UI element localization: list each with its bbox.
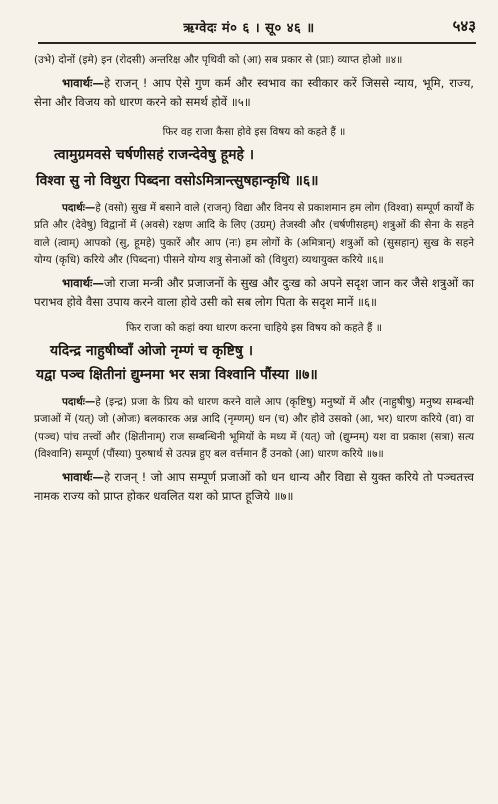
topic-intro-6: फिर वह राजा कैसा होवे इस विषय को कहते हैं ॥ [162, 125, 346, 138]
bhavartha-6 [34, 274, 474, 312]
mantra-line: विश्वा सु नो विथुरा पिब्दना वसोऽमित्रान्त्सुषहान्कृधि ॥६॥ [36, 172, 319, 189]
padartha-text: हे (वसो) सुख में बसाने वाले (राजन्) विद्या और विनय से प्रकाशमान हम लोग (विश्वा) सम्पूर्ण कार्यों के प्रति और (देवेषु) विद्वानों में (अवसे) रक्षण आदि के लिए (उग्रम्) तेजस्वी और (चर्षणीसहम्) शत्रुओं की सेना के सहने वाले (त्वाम्) आपको (सु, हूमहे) पुकारें और आप (नः) हम लोगों के (अमित्रान्) शत्रुओं को (सुसहान्) सुख के सहने योग्य (कृधि) करिये और (पिब्दना) पीसने योग्य शत्रु सेनाओं को (विथुरा) व्यथायुक्त करिये ॥६॥ [34, 201, 474, 266]
bhavartha-label: भावार्थः— [62, 469, 104, 484]
padartha-6 [34, 200, 474, 270]
header-rule [38, 42, 476, 44]
bhavartha-7 [34, 468, 474, 506]
bhavartha-text: जो राजा मन्त्री और प्रजाजनों के सुख और दुःख को अपने सदृश जान कर जैसे शत्रुओं का पराभव होवे वैसा उपाय करने वाला होवे उसी को सब लोग पिता के सदृश मानें ॥६॥ [34, 275, 474, 309]
page-body [34, 52, 474, 506]
padartha-label: पदार्थः— [62, 395, 96, 408]
padartha-7 [34, 394, 474, 464]
page-number: ५४३ [452, 17, 476, 35]
bhavartha-label: भावार्थः— [62, 275, 104, 290]
mantra-line: यदिन्द्र नाहुषीष्वाँ ओजो नृम्णं च कृष्टिषु । [50, 342, 254, 359]
bhavartha-text: हे राजन् ! जो आप सम्पूर्ण प्रजाओं को धन धान्य और विद्या से युक्त करिये तो पञ्चतत्त्व नामक राज्य को प्राप्त होकर धवलित यश को प्राप्त हूजिये ॥७॥ [34, 469, 474, 503]
bhavartha-label: भावार्थः— [62, 75, 104, 90]
padartha-label: पदार्थः— [62, 201, 96, 214]
padartha-continuation: (उभे) दोनों (इमे) इन (रोदसी) अन्तरिक्ष और पृथिवी को (आ) सब प्रकार से (प्राः) व्याप्त होओ ॥४॥ [34, 54, 403, 66]
mantra-7 [34, 341, 474, 386]
padartha-text: हे (इन्द्र) प्रजा के प्रिय को धारण करने वाले आप (कृष्टिषु) मनुष्यों में और (नाहुषीषु) मनुष्य सम्बन्धी प्रजाओं में (यत्) जो (ओजः) बलकारक अन्न आदि (नृम्णम्) धन (च) और होवे उसको (आ, भर) धारण करिये (वा) वा (पञ्च) पांच तत्त्वों और (क्षितीनाम्) राज सम्बन्धिनी भूमियों के मध्य में (यत्) जो (द्युम्नम्) यश वा प्रकाश (सत्रा) सत्य (विश्वानि) सम्पूर्ण (पौंस्या) पुरुषार्थ से उत्पन्न हुए बल वर्त्तमान हैं उनको (आ) धारण करिये ॥७॥ [34, 395, 474, 460]
topic-intro-7: फिर राजा को कहां क्या धारण करना चाहिये इस विषय को कहते हैं ॥ [126, 321, 382, 334]
header-title: ऋग्वेदः मं० ६ । सू० ४६ ॥ [183, 21, 315, 36]
bhavartha-5 [34, 74, 474, 112]
mantra-line: यद्वा पञ्च क्षितीनां द्युम्नमा भर सत्रा विश्वानि पौंस्या ॥७॥ [36, 366, 318, 383]
mantra-line: त्वामुग्रमवसे चर्षणीसहं राजन्देवेषु हूमहे । [54, 146, 255, 163]
mantra-6 [34, 145, 474, 192]
bhavartha-text: हे राजन् ! आप ऐसे गुण कर्म और स्वभाव का स्वीकार करें जिससे न्याय, भूमि, राज्य, सेना और विजय को धारण करने को समर्थ होवें ॥५॥ [34, 75, 474, 109]
running-header [0, 18, 498, 44]
